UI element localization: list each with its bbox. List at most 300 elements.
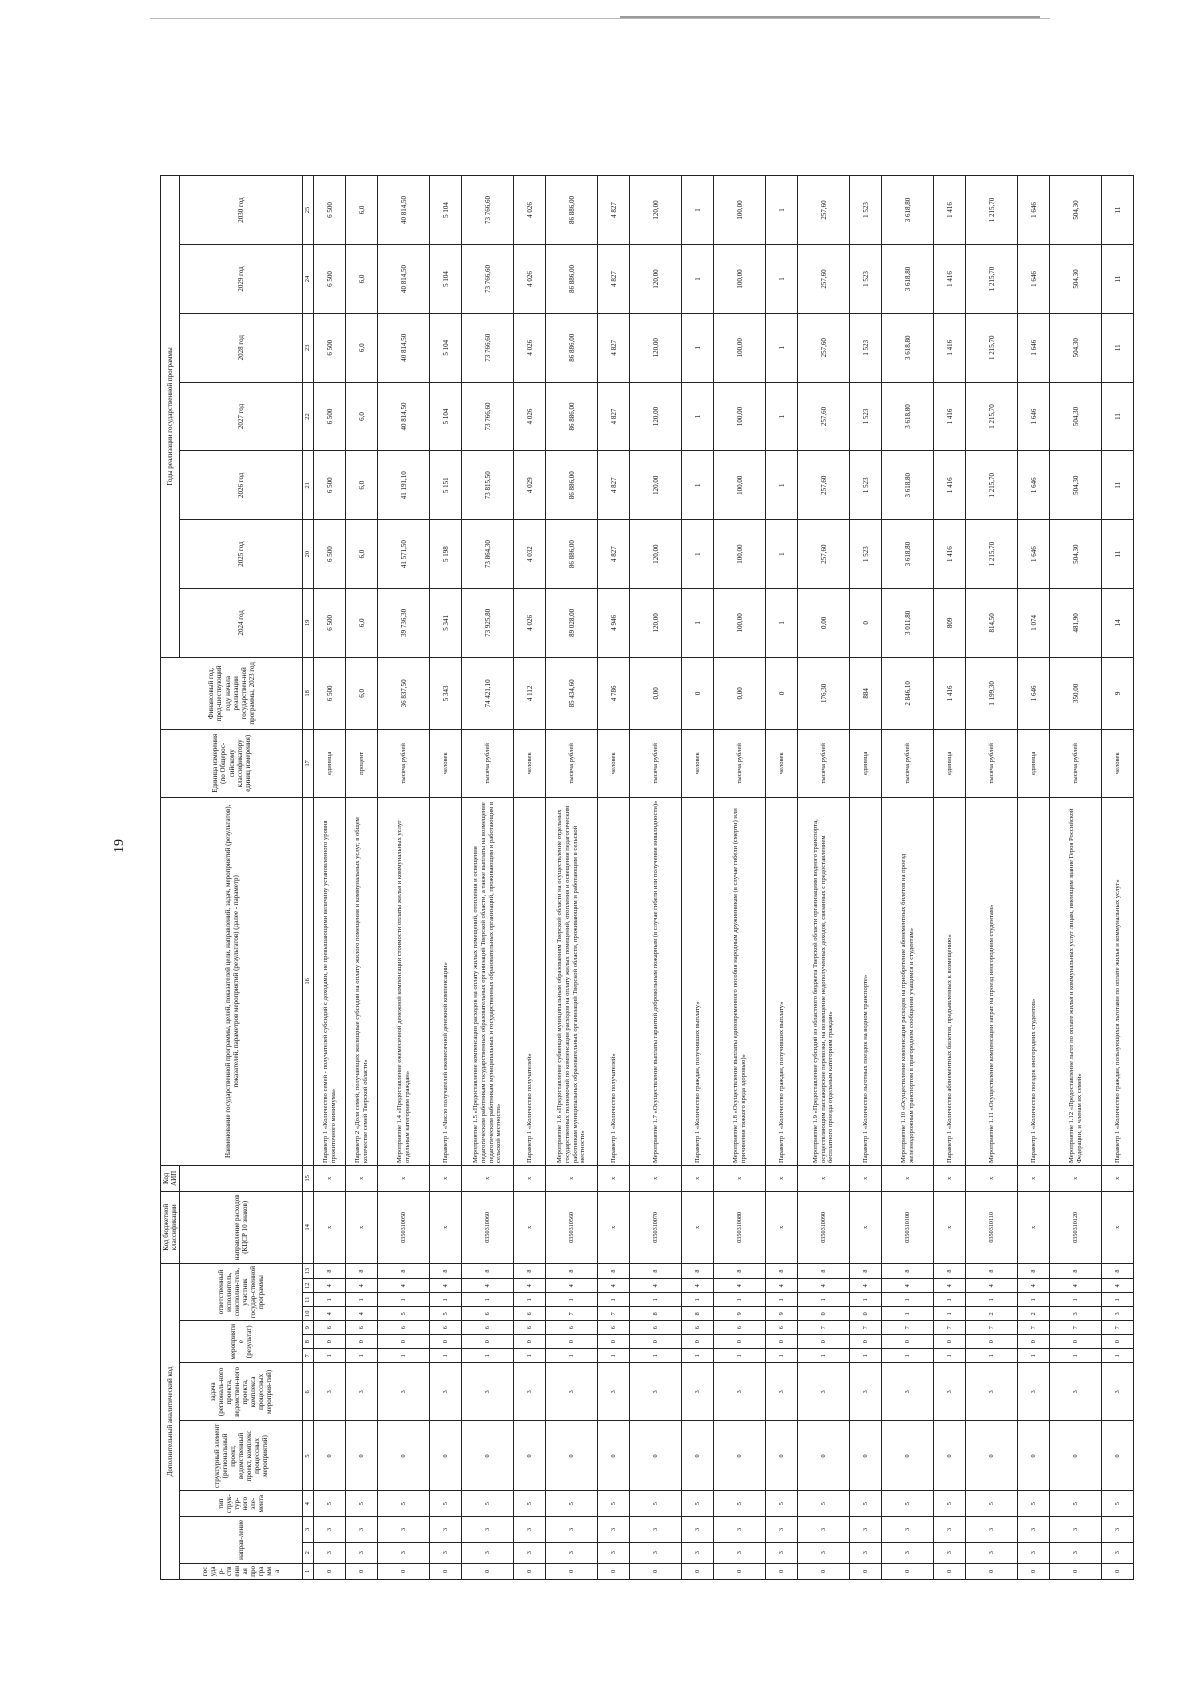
- name-cell: Мероприятие 1.10 «Осуществление компенсации расходов на приобретение абонементных билетов на проезд железнодорожным транспортом в пригородном сообщении учащимся и студентам»: [882, 797, 934, 1165]
- code-cell: 3: [630, 1517, 682, 1543]
- name-cell: Мероприятие 1.12 «Предоставление льгот по оплате жилья и коммунальных услуг лицам, имеющим звание Героя Российской Федерации, и членам их семей»: [1050, 797, 1102, 1165]
- year-value: 86 886,00: [546, 176, 598, 245]
- column-number: 21: [303, 451, 314, 520]
- column-number: 5: [303, 1421, 314, 1491]
- column-number: 9: [303, 1321, 314, 1335]
- code-cell: 1: [430, 1293, 462, 1307]
- code-cell: 0: [378, 1563, 430, 1579]
- code-cell: 0: [1102, 1335, 1134, 1349]
- year-value: 89 028,00: [546, 588, 598, 657]
- code-cell: 0: [1050, 1421, 1102, 1491]
- column-number: 7: [303, 1349, 314, 1363]
- unit-cell: человек: [430, 730, 462, 798]
- year-value: 120,00: [630, 313, 682, 382]
- year-value: 257,60: [798, 245, 850, 314]
- year-value: 6 500: [314, 313, 346, 382]
- year-value: 1: [682, 313, 714, 382]
- code-cell: 4: [630, 1279, 682, 1293]
- code-cell: 8: [882, 1263, 934, 1278]
- code-cell: 1: [346, 1349, 378, 1363]
- code-cell: 0: [630, 1421, 682, 1491]
- year-value: 120,00: [630, 451, 682, 520]
- code-cell: 0: [850, 1307, 882, 1321]
- code-cell: 8: [598, 1263, 630, 1278]
- column-number: 14: [303, 1191, 314, 1263]
- year-value: 1: [682, 176, 714, 245]
- code-cell: 3: [798, 1363, 850, 1421]
- year-value: 11: [1102, 382, 1134, 451]
- year-value: 1 215,70: [966, 176, 1018, 245]
- expense-code-cell: x: [934, 1191, 966, 1263]
- code-cell: 0: [966, 1421, 1018, 1491]
- column-number: 23: [303, 313, 314, 382]
- code-cell: 6: [598, 1321, 630, 1335]
- year-value: 1: [766, 588, 798, 657]
- code-cell: 3: [314, 1517, 346, 1543]
- code-cell: 0: [346, 1335, 378, 1349]
- header-program: государ-ственная программа: [180, 1563, 303, 1579]
- year-value: 86 886,00: [546, 313, 598, 382]
- name-cell: Параметр 1 «Количество граждан, получивших выплату»: [766, 797, 798, 1165]
- code-cell: 8: [630, 1307, 682, 1321]
- expense-code-cell: x: [346, 1191, 378, 1263]
- code-cell: 0: [430, 1563, 462, 1579]
- year-value: 1 416: [934, 520, 966, 589]
- code-cell: 6: [430, 1321, 462, 1335]
- year-value: 1 523: [850, 451, 882, 520]
- year-value: 1 523: [850, 382, 882, 451]
- year-value: 3 011,80: [882, 588, 934, 657]
- code-cell: 5: [598, 1491, 630, 1517]
- year-value: 100,00: [714, 451, 766, 520]
- code-cell: 1: [882, 1307, 934, 1321]
- column-number: 24: [303, 245, 314, 314]
- code-cell: 3: [1050, 1517, 1102, 1543]
- code-cell: 8: [314, 1263, 346, 1278]
- year-value: 1 215,70: [966, 382, 1018, 451]
- code-cell: 7: [882, 1321, 934, 1335]
- year-value: 73 766,60: [462, 245, 514, 314]
- code-cell: 4: [346, 1307, 378, 1321]
- code-cell: 3: [882, 1363, 934, 1421]
- code-cell: 0: [514, 1335, 546, 1349]
- year-value: 504,30: [1050, 520, 1102, 589]
- code-cell: 4: [766, 1279, 798, 1293]
- year-value: 1 646: [1018, 382, 1050, 451]
- column-number: 22: [303, 382, 314, 451]
- code-cell: 0: [682, 1421, 714, 1491]
- code-cell: 5: [514, 1491, 546, 1517]
- code-cell: 1: [430, 1349, 462, 1363]
- year-value: 1 416: [934, 176, 966, 245]
- unit-cell: тысяча рублей: [378, 730, 430, 798]
- year-value: 40 814,50: [378, 313, 430, 382]
- base-year-value: 74 421,10: [462, 657, 514, 729]
- year-value: 4 026: [514, 313, 546, 382]
- year-value: 481,90: [1050, 588, 1102, 657]
- year-value: 4 827: [598, 451, 630, 520]
- code-cell: 3: [934, 1517, 966, 1543]
- year-value: 14: [1102, 588, 1134, 657]
- rotated-table-content: [160, 175, 1122, 1580]
- aip-cell: x: [1102, 1166, 1134, 1192]
- code-cell: 0: [934, 1421, 966, 1491]
- code-cell: 4: [714, 1279, 766, 1293]
- year-value: 504,30: [1050, 382, 1102, 451]
- code-cell: 0: [346, 1421, 378, 1491]
- code-cell: 1: [1102, 1349, 1134, 1363]
- year-value: 257,60: [798, 313, 850, 382]
- code-cell: 1: [598, 1293, 630, 1307]
- code-cell: 0: [514, 1421, 546, 1491]
- code-cell: 4: [514, 1279, 546, 1293]
- year-value: 41 191,10: [378, 451, 430, 520]
- aip-cell: x: [378, 1166, 430, 1192]
- year-value: 6,0: [346, 382, 378, 451]
- year-value: 5 151: [430, 451, 462, 520]
- year-value: 4 827: [598, 520, 630, 589]
- year-value: 6 500: [314, 520, 346, 589]
- code-cell: 0: [882, 1421, 934, 1491]
- base-year-value: 9: [1102, 657, 1134, 729]
- year-value: 86 886,00: [546, 245, 598, 314]
- code-cell: 1: [630, 1293, 682, 1307]
- year-value: 11: [1102, 176, 1134, 245]
- code-cell: 6: [546, 1321, 598, 1335]
- year-value: 11: [1102, 451, 1134, 520]
- year-value: 86 886,00: [546, 382, 598, 451]
- code-cell: 3: [798, 1517, 850, 1543]
- expense-code-cell: 0350310100: [882, 1191, 934, 1263]
- code-cell: 1: [514, 1293, 546, 1307]
- program-table: [160, 175, 1134, 1580]
- year-value: 814,50: [966, 588, 1018, 657]
- code-cell: 8: [346, 1263, 378, 1278]
- year-value: 1 523: [850, 176, 882, 245]
- expense-code-cell: 0350310110: [966, 1191, 1018, 1263]
- header-year-2026: 2026 год: [180, 451, 303, 520]
- year-value: 1 416: [934, 245, 966, 314]
- code-cell: 0: [514, 1563, 546, 1579]
- year-value: 4 827: [598, 313, 630, 382]
- code-cell: 3: [546, 1517, 598, 1543]
- code-cell: 1: [934, 1307, 966, 1321]
- base-year-value: 1 199,30: [966, 657, 1018, 729]
- code-cell: 3: [966, 1542, 1018, 1563]
- code-cell: 0: [850, 1335, 882, 1349]
- base-year-value: 0: [766, 657, 798, 729]
- name-cell: Мероприятие 1.5 «Предоставление компенсации расходов на оплату жилых помещений, отопления и освещения педагогическим работникам государственных образовательных организаций Тверской области, а также выплаты на возмещение педагогическим работникам муниципальных и государственных образовательных организаций, проживающим и работающим в сельской местности»: [462, 797, 514, 1165]
- table-row: [378, 176, 430, 1580]
- code-cell: 3: [882, 1517, 934, 1543]
- code-cell: 0: [798, 1421, 850, 1491]
- code-cell: 6: [630, 1321, 682, 1335]
- year-value: 40 814,50: [378, 245, 430, 314]
- year-value: 120,00: [630, 588, 682, 657]
- name-cell: Мероприятие 1.8 «Осуществление выплаты единовременного пособия народным дружинникам (в случае гибели (смерти) или причинения тяжкого вреда здоровью)»: [714, 797, 766, 1165]
- code-cell: 0: [1018, 1335, 1050, 1349]
- column-number: 19: [303, 588, 314, 657]
- code-cell: 0: [546, 1421, 598, 1491]
- table-row: [598, 176, 630, 1580]
- expense-code-cell: 0350310050: [378, 1191, 430, 1263]
- aip-cell: x: [966, 1166, 1018, 1192]
- code-cell: 3: [630, 1542, 682, 1563]
- header-year-2024: 2024 год: [180, 588, 303, 657]
- year-value: 1 074: [1018, 588, 1050, 657]
- name-cell: Параметр 2 «Доля семей, получающих жилищные субсидии на оплату жилого помещения и коммунальных услуг, в общем количестве семей Тверской области»: [346, 797, 378, 1165]
- column-number: 12: [303, 1279, 314, 1293]
- year-value: 1 215,70: [966, 520, 1018, 589]
- code-cell: 6: [314, 1321, 346, 1335]
- column-number: 3: [303, 1517, 314, 1543]
- code-cell: 3: [430, 1363, 462, 1421]
- year-value: 100,00: [714, 588, 766, 657]
- year-value: 6,0: [346, 520, 378, 589]
- expense-code-cell: x: [1018, 1191, 1050, 1263]
- year-value: 4 026: [514, 382, 546, 451]
- year-value: 6,0: [346, 451, 378, 520]
- name-cell: Параметр 1 «Количество поездок иногородних студентов»: [1018, 797, 1050, 1165]
- year-value: 809: [934, 588, 966, 657]
- year-value: 73 766,60: [462, 382, 514, 451]
- aip-cell: x: [430, 1166, 462, 1192]
- year-value: 100,00: [714, 176, 766, 245]
- year-value: 257,60: [798, 176, 850, 245]
- code-cell: 0: [766, 1563, 798, 1579]
- table-row: [1018, 176, 1050, 1580]
- code-cell: 0: [798, 1335, 850, 1349]
- base-year-value: 0,00: [714, 657, 766, 729]
- year-value: 6 500: [314, 176, 346, 245]
- year-value: 1: [766, 520, 798, 589]
- code-cell: 8: [1050, 1263, 1102, 1278]
- code-cell: 0: [1102, 1421, 1134, 1491]
- code-cell: 3: [462, 1363, 514, 1421]
- code-cell: 3: [462, 1517, 514, 1543]
- name-cell: Мероприятие 1.7 «Осуществление выплаты гарантий добровольным пожарным (в случае гибели или получения инвалидности)»: [630, 797, 682, 1165]
- base-year-value: 4 112: [514, 657, 546, 729]
- code-cell: 3: [378, 1363, 430, 1421]
- code-cell: 1: [378, 1293, 430, 1307]
- code-cell: 3: [430, 1517, 462, 1543]
- unit-cell: тысяча рублей: [546, 730, 598, 798]
- code-cell: 0: [850, 1421, 882, 1491]
- code-cell: 4: [882, 1279, 934, 1293]
- code-cell: 0: [462, 1335, 514, 1349]
- year-value: 5 104: [430, 176, 462, 245]
- year-value: 1 646: [1018, 520, 1050, 589]
- year-value: 73 766,60: [462, 176, 514, 245]
- code-cell: 3: [462, 1542, 514, 1563]
- column-number: 18: [303, 657, 314, 729]
- table-row: [882, 176, 934, 1580]
- code-cell: 0: [1050, 1563, 1102, 1579]
- code-cell: 0: [314, 1421, 346, 1491]
- year-value: 504,30: [1050, 451, 1102, 520]
- expense-code-cell: 0350310070: [630, 1191, 682, 1263]
- code-cell: 0: [798, 1563, 850, 1579]
- code-cell: 5: [430, 1491, 462, 1517]
- year-value: 3 618,80: [882, 520, 934, 589]
- code-cell: 4: [1018, 1279, 1050, 1293]
- code-cell: 6: [462, 1307, 514, 1321]
- code-cell: 0: [546, 1563, 598, 1579]
- code-cell: 3: [514, 1363, 546, 1421]
- year-value: 4 026: [514, 176, 546, 245]
- code-cell: 3: [546, 1363, 598, 1421]
- code-cell: 3: [966, 1517, 1018, 1543]
- code-cell: 3: [1018, 1517, 1050, 1543]
- code-cell: 1: [850, 1349, 882, 1363]
- year-value: 4 026: [514, 245, 546, 314]
- name-cell: Параметр 1 «Количество получателей»: [598, 797, 630, 1165]
- code-cell: 2: [966, 1307, 1018, 1321]
- year-value: 1: [766, 451, 798, 520]
- code-cell: 9: [766, 1307, 798, 1321]
- year-value: 11: [1102, 520, 1134, 589]
- code-cell: 4: [966, 1279, 1018, 1293]
- year-value: 1 646: [1018, 313, 1050, 382]
- name-cell: Параметр 1 «Количество граждан, пользующихся льготами по оплате жилья и коммунальных услуг»: [1102, 797, 1134, 1165]
- unit-cell: тысяча рублей: [630, 730, 682, 798]
- header-struct-type: тип струк-тур-ного эле-мента: [180, 1491, 303, 1517]
- year-value: 6 500: [314, 588, 346, 657]
- code-cell: 6: [346, 1321, 378, 1335]
- table-row: [514, 176, 546, 1580]
- base-year-value: 176,30: [798, 657, 850, 729]
- code-cell: 3: [766, 1517, 798, 1543]
- code-cell: 3: [798, 1542, 850, 1563]
- aip-cell: x: [850, 1166, 882, 1192]
- code-cell: 1: [934, 1293, 966, 1307]
- year-value: 6,0: [346, 313, 378, 382]
- code-cell: 3: [682, 1517, 714, 1543]
- header-expense: направление расходов (КЦСР 10 знаков): [180, 1191, 303, 1263]
- code-cell: 1: [714, 1293, 766, 1307]
- column-number: 20: [303, 520, 314, 589]
- code-cell: 7: [850, 1321, 882, 1335]
- year-value: 4 029: [514, 451, 546, 520]
- code-cell: 8: [682, 1263, 714, 1278]
- code-cell: 5: [882, 1491, 934, 1517]
- code-cell: 1: [798, 1293, 850, 1307]
- code-cell: 5: [766, 1491, 798, 1517]
- code-cell: 5: [546, 1491, 598, 1517]
- code-cell: 4: [314, 1279, 346, 1293]
- code-cell: 4: [598, 1279, 630, 1293]
- table-row: [1102, 176, 1134, 1580]
- code-cell: 1: [378, 1349, 430, 1363]
- code-cell: 3: [1018, 1542, 1050, 1563]
- code-cell: 7: [1050, 1321, 1102, 1335]
- code-cell: 0: [598, 1335, 630, 1349]
- code-cell: 0: [682, 1563, 714, 1579]
- column-number: 11: [303, 1293, 314, 1307]
- code-cell: 0: [714, 1335, 766, 1349]
- code-cell: 5: [966, 1491, 1018, 1517]
- code-cell: 7: [934, 1321, 966, 1335]
- unit-cell: тысяча рублей: [462, 730, 514, 798]
- year-value: 11: [1102, 245, 1134, 314]
- unit-cell: единица: [1018, 730, 1050, 798]
- code-cell: 3: [314, 1542, 346, 1563]
- unit-cell: тысяча рублей: [966, 730, 1018, 798]
- aip-cell: x: [462, 1166, 514, 1192]
- code-cell: 3: [1050, 1363, 1102, 1421]
- code-cell: 1: [882, 1349, 934, 1363]
- code-cell: 1: [766, 1293, 798, 1307]
- header-unit: Единица измерения (по Общерос-сийскому классификатору единиц измерения): [161, 730, 303, 798]
- code-cell: 5: [378, 1491, 430, 1517]
- code-cell: 3: [850, 1542, 882, 1563]
- column-number: 16: [303, 797, 314, 1165]
- year-value: 1: [766, 245, 798, 314]
- code-cell: 1: [714, 1349, 766, 1363]
- name-cell: Мероприятие 1.4 «Предоставление ежемесячной денежной компенсации стоимости оплаты жилья и коммунальных услуг отдельным категориям граждан»: [378, 797, 430, 1165]
- year-value: 6,0: [346, 176, 378, 245]
- expense-code-cell: 0350310560: [546, 1191, 598, 1263]
- code-cell: 0: [1050, 1335, 1102, 1349]
- code-cell: 7: [598, 1307, 630, 1321]
- code-cell: 1: [314, 1349, 346, 1363]
- code-cell: 1: [462, 1349, 514, 1363]
- code-cell: 0: [462, 1563, 514, 1579]
- code-cell: 0: [714, 1421, 766, 1491]
- code-cell: 5: [682, 1491, 714, 1517]
- year-value: 1: [682, 382, 714, 451]
- code-cell: 1: [682, 1349, 714, 1363]
- code-cell: 4: [1050, 1279, 1102, 1293]
- code-cell: 7: [1018, 1321, 1050, 1335]
- year-value: 100,00: [714, 245, 766, 314]
- aip-cell: x: [798, 1166, 850, 1192]
- page-number: 19: [112, 839, 127, 853]
- code-cell: 3: [1050, 1542, 1102, 1563]
- code-cell: 4: [346, 1279, 378, 1293]
- unit-cell: человек: [766, 730, 798, 798]
- code-cell: 3: [546, 1542, 598, 1563]
- year-value: 0,00: [798, 588, 850, 657]
- code-cell: 0: [378, 1421, 430, 1491]
- code-cell: 4: [682, 1279, 714, 1293]
- code-cell: 4: [798, 1279, 850, 1293]
- base-year-value: 884: [850, 657, 882, 729]
- code-cell: 7: [1102, 1321, 1134, 1335]
- year-value: 120,00: [630, 245, 682, 314]
- year-value: 5 341: [430, 588, 462, 657]
- table-row: [630, 176, 682, 1580]
- code-cell: 0: [314, 1563, 346, 1579]
- code-cell: 3: [766, 1542, 798, 1563]
- code-cell: 6: [682, 1321, 714, 1335]
- code-cell: 3: [714, 1542, 766, 1563]
- year-value: 257,60: [798, 382, 850, 451]
- expense-code-cell: x: [314, 1191, 346, 1263]
- scan-edge-line: [150, 18, 1050, 19]
- code-cell: 0: [430, 1421, 462, 1491]
- code-cell: 1: [514, 1349, 546, 1363]
- year-value: 39 736,30: [378, 588, 430, 657]
- unit-cell: единица: [850, 730, 882, 798]
- header-event: мероприятие (результат): [180, 1321, 303, 1363]
- base-year-value: 36 837,50: [378, 657, 430, 729]
- code-cell: 1: [1050, 1293, 1102, 1307]
- code-cell: 5: [346, 1491, 378, 1517]
- header-aip: Код АИП: [161, 1166, 180, 1192]
- table-row: [798, 176, 850, 1580]
- header-struct-element: структурный элемент (региональный проект, ведомственный проект, комплекс процессных мероприятий): [180, 1421, 303, 1491]
